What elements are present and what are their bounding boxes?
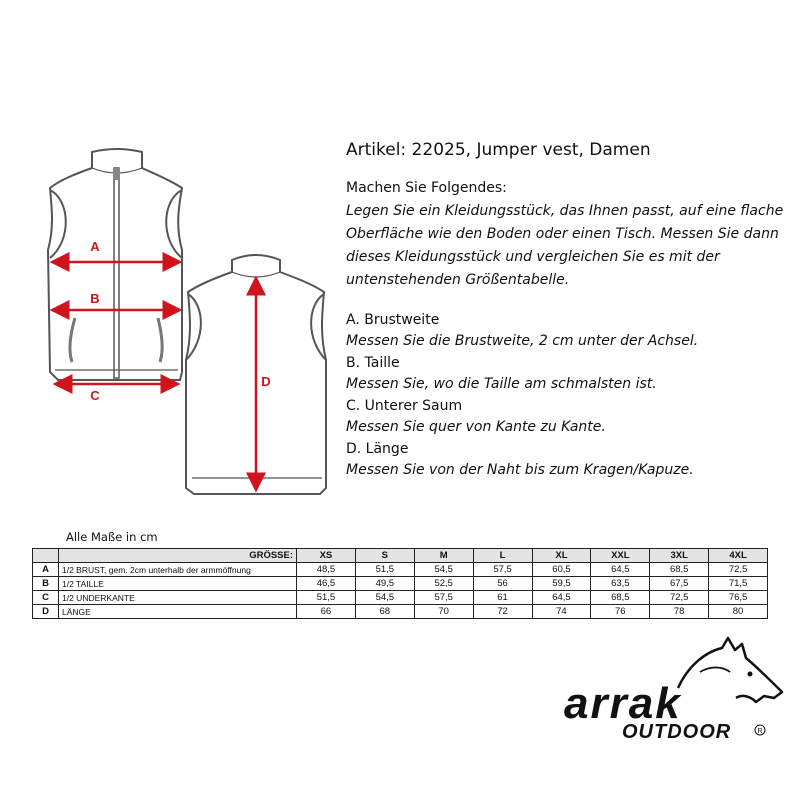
table-cell: 61 xyxy=(473,591,532,605)
intro-heading: Machen Sie Folgendes: xyxy=(346,180,507,196)
table-cell: 74 xyxy=(532,605,591,619)
table-cell: 48,5 xyxy=(297,563,356,577)
table-cell: 64,5 xyxy=(591,563,650,577)
table-cell: 78 xyxy=(650,605,709,619)
table-cell: 60,5 xyxy=(532,563,591,577)
intro-line: dieses Kleidungsstück und vergleichen Sie es mit der xyxy=(346,249,720,265)
table-row xyxy=(33,591,768,605)
table-cell: 51,5 xyxy=(297,591,356,605)
table-cell: 51,5 xyxy=(355,563,414,577)
table-cell: 76 xyxy=(591,605,650,619)
intro-line: Oberfläche wie den Boden oder einen Tisch. Messen Sie dann xyxy=(346,226,779,242)
row-label: LÄNGE xyxy=(59,605,297,619)
table-cell: 68,5 xyxy=(650,563,709,577)
measure-heading-c: C. Unterer Saum xyxy=(346,398,463,414)
table-cell: 70 xyxy=(414,605,473,619)
table-row xyxy=(33,577,768,591)
table-cell: 68 xyxy=(355,605,414,619)
size-header: S xyxy=(355,549,414,563)
intro-line: untenstehenden Größentabelle. xyxy=(346,272,570,288)
label-b: B xyxy=(90,291,100,306)
unit-note: Alle Maße in cm xyxy=(66,530,158,544)
table-cell: 52,5 xyxy=(414,577,473,591)
row-label: 1/2 UNDERKANTE xyxy=(59,591,297,605)
table-header-row xyxy=(33,549,768,563)
table-cell: 66 xyxy=(297,605,356,619)
size-header: XXL xyxy=(591,549,650,563)
arrak-outdoor-logo xyxy=(560,636,790,746)
table-cell: 63,5 xyxy=(591,577,650,591)
table-cell: 67,5 xyxy=(650,577,709,591)
instructions xyxy=(346,140,796,482)
measure-heading-d: D. Länge xyxy=(346,441,409,457)
table-cell: 64,5 xyxy=(532,591,591,605)
table-cell: 56 xyxy=(473,577,532,591)
measure-text-c: Messen Sie quer von Kante zu Kante. xyxy=(346,419,606,435)
husky-dog-head-icon xyxy=(678,638,782,702)
label-d: D xyxy=(261,374,271,389)
logo-sub: OUTDOOR xyxy=(622,721,732,743)
table-cell: 76,5 xyxy=(709,591,768,605)
header-size-label: GRÖSSE: xyxy=(59,549,297,563)
measure-heading-b: B. Taille xyxy=(346,355,400,371)
size-header: XL xyxy=(532,549,591,563)
table-cell: 54,5 xyxy=(414,563,473,577)
measure-text-b: Messen Sie, wo die Taille am schmalsten ist. xyxy=(346,376,657,392)
size-header: M xyxy=(414,549,473,563)
row-code: D xyxy=(33,605,59,619)
header-corner xyxy=(33,549,59,563)
size-header: 4XL xyxy=(709,549,768,563)
table-cell: 80 xyxy=(709,605,768,619)
label-a: A xyxy=(90,239,100,254)
row-label: 1/2 BRUST, gem. 2cm unterhalb der armmöffnung xyxy=(59,563,297,577)
label-c: C xyxy=(90,388,100,403)
table-cell: 68,5 xyxy=(591,591,650,605)
table-cell: 49,5 xyxy=(355,577,414,591)
size-header: 3XL xyxy=(650,549,709,563)
measure-text-d: Messen Sie von der Naht bis zum Kragen/Kapuze. xyxy=(346,462,694,478)
size-table xyxy=(32,548,768,619)
table-cell: 59,5 xyxy=(532,577,591,591)
table-cell: 72,5 xyxy=(709,563,768,577)
size-header: XS xyxy=(297,549,356,563)
vest-illustration xyxy=(0,0,340,520)
row-code: C xyxy=(33,591,59,605)
table-cell: 71,5 xyxy=(709,577,768,591)
table-cell: 57,5 xyxy=(473,563,532,577)
registered-mark: R xyxy=(757,728,763,735)
measure-heading-a: A. Brustweite xyxy=(346,312,440,328)
logo-brand: arrak xyxy=(564,679,682,728)
table-row xyxy=(33,563,768,577)
article-title: Artikel: 22025, Jumper vest, Damen xyxy=(346,140,651,160)
table-cell: 72 xyxy=(473,605,532,619)
size-header: L xyxy=(473,549,532,563)
table-cell: 72,5 xyxy=(650,591,709,605)
row-code: A xyxy=(33,563,59,577)
table-cell: 46,5 xyxy=(297,577,356,591)
row-label: 1/2 TAILLE xyxy=(59,577,297,591)
table-cell: 57,5 xyxy=(414,591,473,605)
table-row xyxy=(33,605,768,619)
row-code: B xyxy=(33,577,59,591)
measure-text-a: Messen Sie die Brustweite, 2 cm unter der Achsel. xyxy=(346,333,699,349)
intro-line: Legen Sie ein Kleidungsstück, das Ihnen passt, auf eine flache xyxy=(346,203,784,219)
table-cell: 54,5 xyxy=(355,591,414,605)
